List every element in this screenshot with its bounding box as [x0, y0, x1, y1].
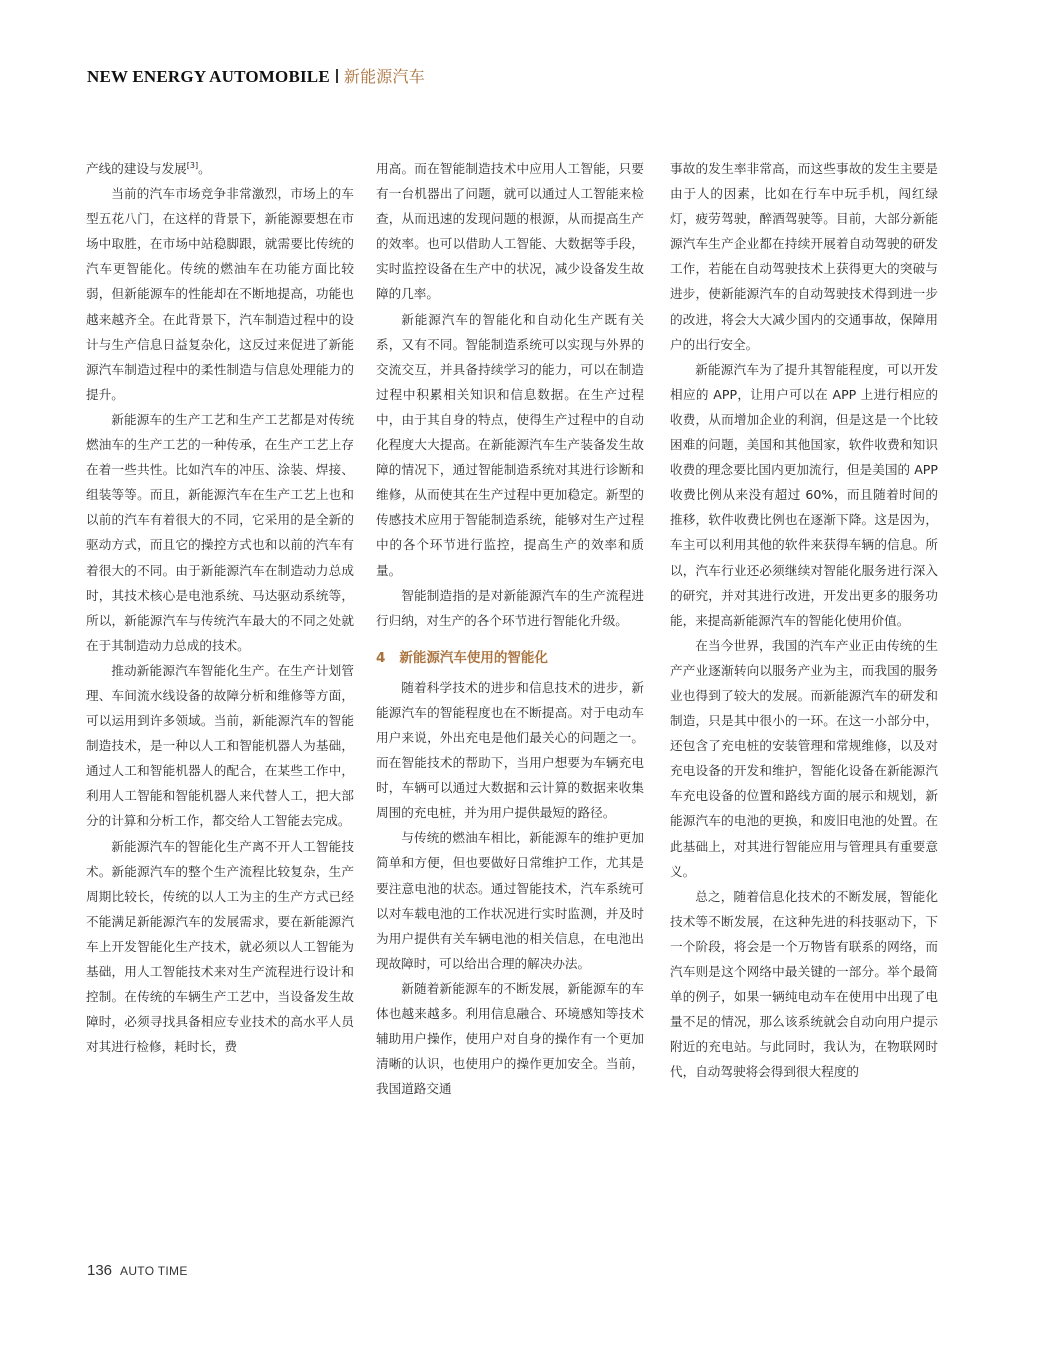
paragraph: 推动新能源汽车智能化生产。在生产计划管理、车间流水线设备的故障分析和维修等方面，可以运用到许多领域。当前，新能源汽车的智能制造技术，是一种以人工和智能机器人为基础，通过人工和智能机器人的配合，在某些工作中，利用人工智能和智能机器人来代替人工，把大部分的计算和分析工作，都交给人工智能去完成。: [86, 662, 354, 829]
paragraph: 智能制造指的是对新能源汽车的生产流程进行归纳，对生产的各个环节进行智能化升级。: [376, 587, 644, 628]
section-number: 4: [376, 649, 386, 666]
paragraph-text: 产线的建设与发展: [86, 161, 187, 176]
paragraph: 新能源汽车的智能化和自动化生产既有关系，又有不同。智能制造系统可以实现与外界的交流交互，并具备持续学习的能力，可以在制造过程中积累相关知识和信息数据。在生产过程中，由于其自身的特点，使得生产过程中的自动化程度大大提高。在新能源汽车生产装备发生故障的情况下，通过智能制造系统对其进行诊断和维修，从而使其在生产过程中更加稳定。新型的传感技术应用于智能制造系统，能够对生产过程中的各个环节进行监控，提高生产的效率和质量。: [376, 311, 644, 578]
paragraph: 事故的发生率非常高，而这些事故的发生主要是由于人的因素，比如在行车中玩手机，闯红绿灯，疲劳驾驶，醉酒驾驶等。目前，大部分新能源汽车生产企业都在持续开展着自动驾驶的研发工作，若能在自动驾驶技术上获得更大的突破与进步，使新能源汽车的自动驾驶技术得到进一步的改进，将会大大减少国内的交通事故，保障用户的出行安全。: [670, 161, 938, 352]
header-title-cn: 新能源汽车: [343, 67, 425, 86]
paragraph: 与传统的燃油车相比，新能源车的维护更加简单和方便，但也要做好日常维护工作，尤其是要注意电池的状态。通过智能技术，汽车系统可以对车载电池的工作状况进行实时监测，并及时为用户提供有关车辆电池的相关信息，在电池出现故障时，可以给出合理的解决办法。: [376, 830, 644, 971]
paragraph: 新能源汽车的智能化生产离不开人工智能技术。新能源汽车的整个生产流程比较复杂，生产周期比较长，传统的以人工为主的生产方式已经不能满足新能源汽车的发展需求，要在新能源汽车上开发智能化生产技术，就必须以人工智能为基础，用人工智能技术来对生产流程进行设计和控制。在传统的车辆生产工艺中，当设备发生故障时，必须寻找具备相应专业技术的高水平人员对其进行检修，耗时长，费: [86, 838, 354, 1055]
header-title-en: NEW ENERGY AUTOMOBILE: [87, 67, 330, 86]
article-column-2: [376, 156, 644, 1101]
running-header: [87, 64, 425, 87]
paragraph: 新能源汽车为了提升其智能程度，可以开发相应的 APP，让用户可以在 APP 上进行相应的收费，从而增加企业的利润，但是这是一个比较困难的问题，美国和其他国家，软件收费和知识收费的理念要比国内更加流行，但是美国的 APP 收费比例从来没有超过 60%，而且随着时间的推移，软件收费比例也在逐渐下降。这是因为，车主可以利用其他的软件来获得车辆的信息。所以，汽车行业还必须继续对智能化服务进行深入的研究，并对其进行改进，开发出更多的服务功能，来提高新能源汽车的智能化使用价值。: [670, 361, 938, 628]
paragraph: 用高。而在智能制造技术中应用人工智能，只要有一台机器出了问题，就可以通过人工智能来检查，从而迅速的发现问题的根源，从而提高生产的效率。也可以借助人工智能、大数据等手段，实时监控设备在生产中的状况，减少设备发生故障的几率。: [376, 161, 644, 302]
section-title: 新能源汽车使用的智能化: [399, 649, 548, 666]
section-heading: [376, 649, 644, 667]
article-column-1: [86, 156, 354, 1059]
paragraph: 新能源车的生产工艺和生产工艺都是对传统燃油车的生产工艺的一种传承，在生产工艺上存在着一些共性。比如汽车的冲压、涂装、焊接、组装等等。而且，新能源汽车在生产工艺上也和以前的汽车有着很大的不同，它采用的是全新的驱动方式，而且它的操控方式也和以前的汽车有着很大的不同。由于新能源汽车在制造动力总成时，其技术核心是电池系统、马达驱动系统等，所以，新能源汽车与传统汽车最大的不同之处就在于其制造动力总成的技术。: [86, 411, 354, 653]
header-separator: [336, 69, 338, 83]
paragraph: [86, 156, 354, 181]
paragraph: 在当今世界，我国的汽车产业正由传统的生产产业逐渐转向以服务产业为主，而我国的服务业也得到了较大的发展。而新能源汽车的研发和制造，只是其中很小的一环。在这一小部分中，还包含了充电桩的安装管理和常规维修，以及对充电设备的开发和维护，智能化设备在新能源汽车充电设备的位置和路线方面的展示和规划，新能源汽车的电池的更换，和废旧电池的处置。在此基础上，对其进行智能应用与管理具有重要意义。: [670, 637, 938, 879]
magazine-name: AUTO TIME: [120, 1264, 188, 1278]
paragraph: 随着科学技术的进步和信息技术的进步，新能源汽车的智能程度也在不断提高。对于电动车用户来说，外出充电是他们最关心的问题之一。而在智能技术的帮助下，当用户想要为车辆充电时，车辆可以通过大数据和云计算的数据来收集周围的充电桩，并为用户提供最短的路径。: [376, 679, 644, 821]
paragraph: 当前的汽车市场竞争非常激烈，市场上的车型五花八门，在这样的背景下，新能源要想在市场中取胜，在市场中站稳脚跟，就需要比传统的汽车更智能化。传统的燃油车在功能方面比较弱，但新能源车的性能却在不断地提高，功能也越来越齐全。在此背景下，汽车制造过程中的设计与生产信息日益复杂化，这反过来促进了新能源汽车制造过程中的柔性制造与信息处理能力的提升。: [86, 186, 354, 402]
page-footer: [87, 1262, 188, 1280]
paragraph: 新随着新能源车的不断发展，新能源车的车体也越来越多。利用信息融合、环境感知等技术辅助用户操作，使用户对自身的操作有一个更加清晰的认识，也使用户的操作更加安全。当前，我国道路交通: [376, 980, 644, 1097]
paragraph: 总之，随着信息化技术的不断发展，智能化技术等不断发展，在这种先进的科技驱动下，下一个阶段，将会是一个万物皆有联系的网络，而汽车则是这个网络中最关键的一部分。举个最简单的例子，如果一辆纯电动车在使用中出现了电量不足的情况，那么该系统就会自动向用户提示附近的充电站。与此同时，我认为，在物联网时代，自动驾驶将会得到很大程度的: [670, 888, 938, 1080]
paragraph-end: 。: [198, 161, 211, 176]
article-column-3: [670, 156, 938, 1084]
page-number: 136: [87, 1262, 113, 1279]
reference-mark: [3]: [186, 161, 199, 170]
